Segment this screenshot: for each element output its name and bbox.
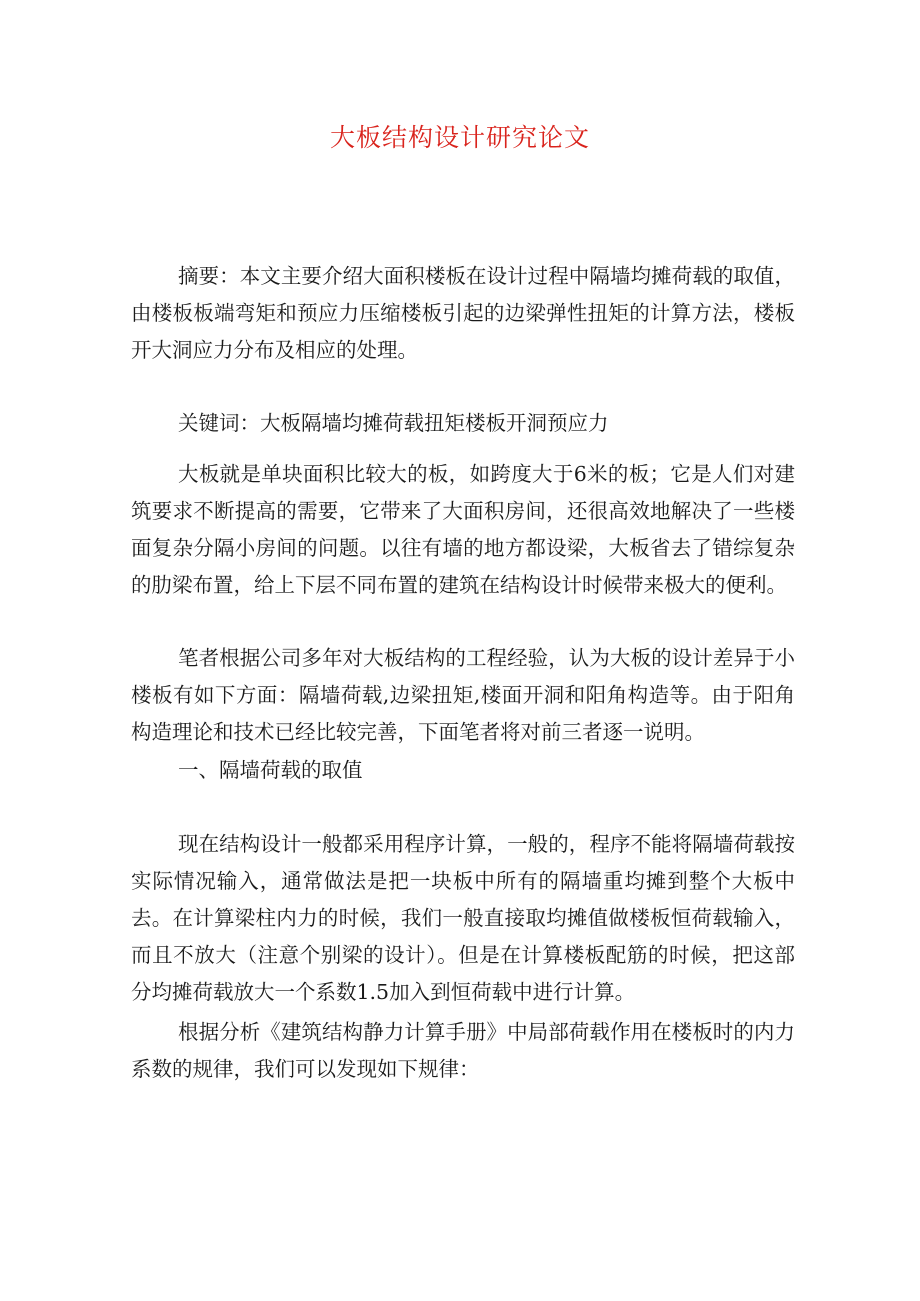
body-paragraph: 大板就是单块面积比较大的板，如跨度大于6米的板；它是人们对建筑要求不断提高的需要，它带来了大面积房间，还很高效地解决了一些楼面复杂分隔小房间的问题。以往有墙的地方都设梁，大板省去了错综复杂的肋梁布置，给上下层不同布置的建筑在结构设计时候带来极大的便利。 xyxy=(131,462,795,597)
abstract-paragraph: 摘要：本文主要介绍大面积楼板在设计过程中隔墙均摊荷载的取值，由楼板板端弯矩和预应力压缩楼板引起的边梁弹性扭矩的计算方法，楼板开大洞应力分布及相应的处理。 xyxy=(131,264,795,362)
body-paragraph: 现在结构设计一般都采用程序计算，一般的，程序不能将隔墙荷载按实际情况输入，通常做法是把一块板中所有的隔墙重均摊到整个大板中去。在计算梁柱内力的时候，我们一般直接取均摊值做楼板恒荷载输入，而且不放大（注意个别梁的设计）。但是在计算楼板配筋的时候，把这部分均摊荷载放大一个系数1.5加入到恒荷载中进行计算。 xyxy=(131,832,795,1004)
section-heading: 一、隔墙荷载的取值 xyxy=(178,758,363,782)
keywords-paragraph: 关键词：大板隔墙均摊荷载扭矩楼板开洞预应力 xyxy=(178,411,609,435)
document-title: 大板结构设计研究论文 xyxy=(329,123,590,152)
body-paragraph: 笔者根据公司多年对大板结构的工程经验，认为大板的设计差异于小楼板有如下方面：隔墙荷载,边梁扭矩,楼面开洞和阳角构造等。由于阳角构造理论和技术已经比较完善，下面笔者将对前三者逐一说明。 xyxy=(131,646,795,744)
body-paragraph: 根据分析《建筑结构静力计算手册》中局部荷载作用在楼板时的内力系数的规律，我们可以发现如下规律： xyxy=(131,1020,795,1081)
